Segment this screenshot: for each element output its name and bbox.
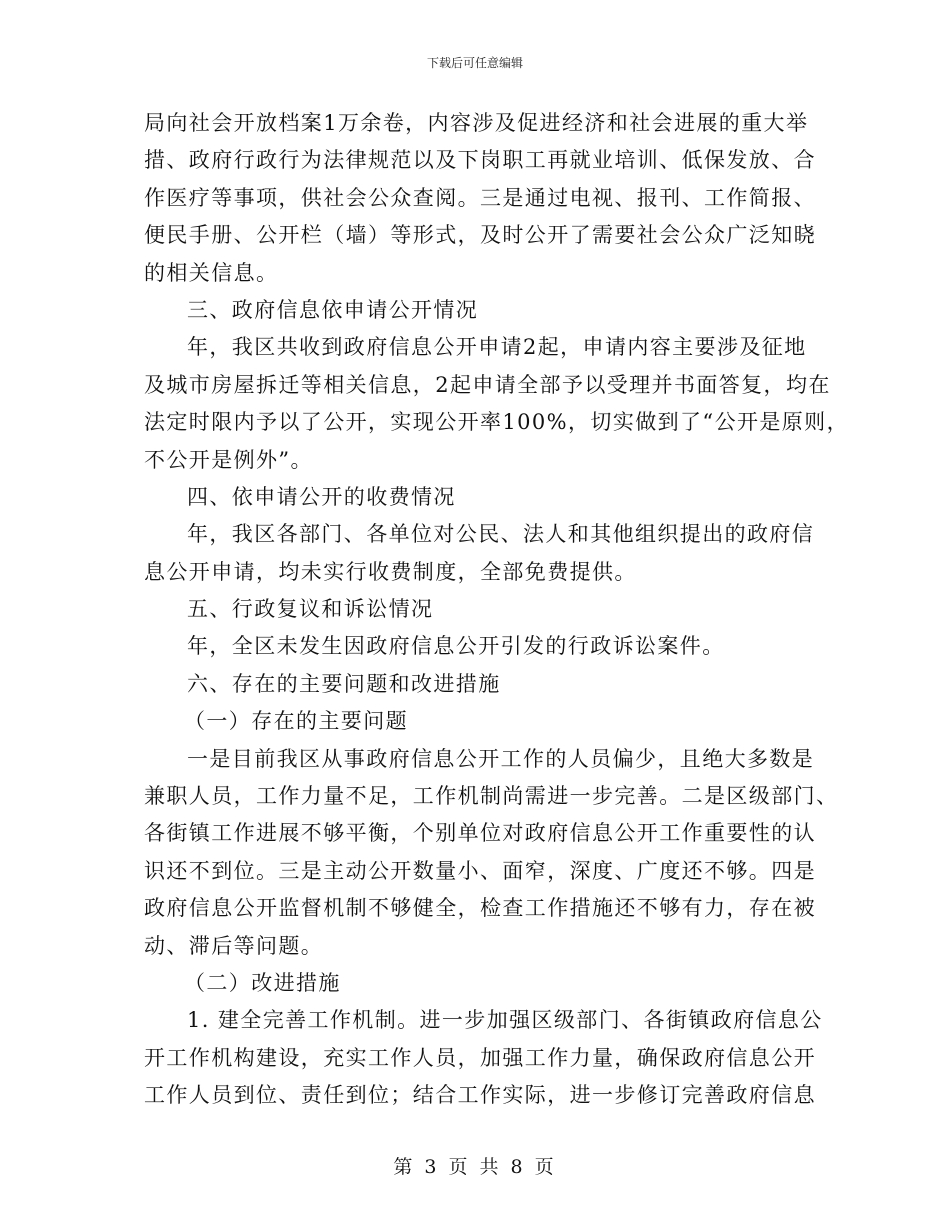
body-line: 年，我区各部门、各单位对公民、法人和其他组织提出的政府信 (187, 522, 815, 547)
body-line: 年，我区共收到政府信息公开申请2起，申请内容主要涉及征地 (187, 335, 807, 360)
body-line: 措、政府行政行为法律规范以及下岗职工再就业培训、低保发放、合 (144, 148, 816, 173)
section-heading: 四、依申请公开的收费情况 (187, 484, 456, 509)
body-line: 作医疗等事项，供社会公众查阅。三是通过电视、报刊、工作简报、 (144, 185, 816, 210)
section-heading: 六、存在的主要问题和改进措施 (187, 671, 501, 696)
page-number-footer: 第 3 页 共 8 页 (393, 1156, 557, 1178)
section-heading: 五、行政复议和诉讼情况 (187, 597, 434, 622)
page-header-watermark: 下载后可任意编辑 (426, 56, 523, 70)
body-line: 一是目前我区从事政府信息公开工作的人员偏少，且绝大多数是 (187, 746, 815, 771)
section-heading: 三、政府信息依申请公开情况 (187, 297, 479, 322)
body-line: 的相关信息。 (144, 260, 279, 285)
body-line: 便民手册、公开栏（墙）等形式，及时公开了需要社会公众广泛知晓 (144, 223, 816, 248)
body-line: 开工作机构建设，充实工作人员，加强工作力量，确保政府信息公开 (144, 1045, 816, 1070)
subsection-heading: （一）存在的主要问题 (184, 709, 408, 734)
body-line: 兼职人员，工作力量不足，工作机制尚需进一步完善。二是区级部门、 (144, 784, 839, 809)
body-line: 不公开是例外”。 (144, 447, 313, 472)
body-line: 工作人员到位、责任到位；结合工作实际，进一步修订完善政府信息 (144, 1083, 816, 1108)
body-line: 局向社会开放档案1万余卷，内容涉及促进经济和社会进展的重大举 (144, 111, 809, 135)
body-line: 法定时限内予以了公开，实现公开率100%，切实做到了“公开是原则， (144, 410, 849, 435)
body-line: 年，全区未发生因政府信息公开引发的行政诉讼案件。 (187, 634, 725, 659)
document-body (144, 105, 849, 1115)
body-line: 政府信息公开监督机制不够健全，检查工作措施还不够有力，存在被 (144, 896, 816, 921)
body-line: 各街镇工作进展不够平衡，个别单位对政府信息公开工作重要性的认 (144, 821, 816, 846)
body-line: 1. 建全完善工作机制。进一步加强区级部门、各街镇政府信息公 (187, 1008, 823, 1033)
body-line: 息公开申请，均未实行收费制度，全部免费提供。 (144, 559, 637, 584)
body-line: 及城市房屋拆迁等相关信息，2起申请全部予以受理并书面答复，均在 (144, 372, 831, 397)
body-line: 动、滞后等问题。 (144, 933, 324, 958)
body-line: 识还不到位。三是主动公开数量小、面窄，深度、广度还不够。四是 (144, 858, 816, 883)
subsection-heading: （二）改进措施 (184, 970, 341, 995)
